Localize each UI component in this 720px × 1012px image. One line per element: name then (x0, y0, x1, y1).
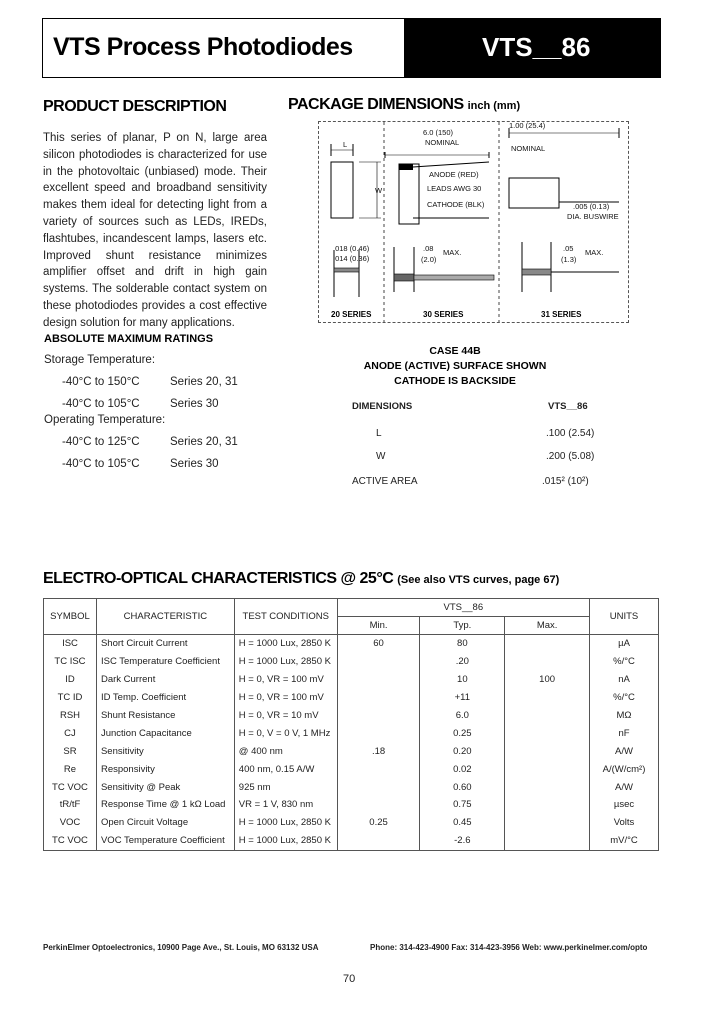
storage-range: -40°C to 150°C (62, 376, 140, 388)
s20-thickness-max: .018 (0.46) (333, 244, 370, 253)
cell-symbol: TC VOC (44, 832, 97, 850)
series-20-label: 20 SERIES (331, 310, 372, 319)
document-title: VTS Process Photodiodes (53, 33, 353, 61)
cell-test: H = 0, V = 0 V, 1 MHz (234, 724, 337, 742)
col-max: Max. (505, 617, 590, 635)
cell-max (505, 707, 590, 725)
dimension-value: .015² (10²) (542, 476, 589, 487)
cell-characteristic: ISC Temperature Coefficient (96, 653, 234, 671)
cell-test: @ 400 nm (234, 742, 337, 760)
package-heading-unit: inch (mm) (467, 100, 521, 112)
col-test-conditions: TEST CONDITIONS (234, 599, 337, 635)
cell-min (337, 689, 420, 707)
table-row (44, 724, 659, 742)
cell-typ: -2.6 (420, 832, 505, 850)
table-row (44, 778, 659, 796)
eo-heading-text: ELECTRO-OPTICAL CHARACTERISTICS @ 25°C (43, 570, 394, 587)
table-row (44, 760, 659, 778)
cell-min (337, 671, 420, 689)
s31-max-thickness-mm: (1.3) (561, 255, 577, 264)
cell-characteristic: Open Circuit Voltage (96, 814, 234, 832)
col-units: UNITS (590, 599, 659, 635)
cell-test: H = 1000 Lux, 2850 K (234, 635, 337, 653)
cell-min: 60 (337, 635, 420, 653)
case-description (340, 344, 570, 389)
cell-test: VR = 1 V, 830 nm (234, 796, 337, 814)
cell-units: A/(W/cm²) (590, 760, 659, 778)
s30-max-thickness-mm: (2.0) (421, 255, 437, 264)
cell-symbol: Re (44, 760, 97, 778)
leads-label: LEADS AWG 30 (427, 184, 482, 193)
series-31-label: 31 SERIES (541, 310, 582, 319)
cell-min (337, 653, 420, 671)
cell-test: H = 1000 Lux, 2850 K (234, 814, 337, 832)
package-drawing (318, 121, 629, 323)
col-characteristic: CHARACTERISTIC (96, 599, 234, 635)
operating-range: -40°C to 105°C (62, 458, 140, 470)
cell-min (337, 778, 420, 796)
s31-lead-length: 1.00 (25.4) (509, 121, 546, 130)
cathode-label: CATHODE (BLK) (427, 200, 485, 209)
table-row (44, 832, 659, 850)
s20-thickness-min: .014 (0.36) (333, 254, 370, 263)
cell-units: nF (590, 724, 659, 742)
cell-max (505, 653, 590, 671)
product-code: VTS__86 (482, 32, 591, 62)
cell-symbol: TC ISC (44, 653, 97, 671)
cell-characteristic: Responsivity (96, 760, 234, 778)
cell-typ: 0.45 (420, 814, 505, 832)
operating-series: Series 20, 31 (170, 436, 238, 448)
cell-min: 0.25 (337, 814, 420, 832)
cell-symbol: ISC (44, 635, 97, 653)
package-heading-text: PACKAGE DIMENSIONS (288, 96, 464, 113)
storage-temp-label: Storage Temperature: (44, 354, 156, 366)
cell-units: µsec (590, 796, 659, 814)
cell-units: A/W (590, 778, 659, 796)
s30-max-word: MAX. (443, 248, 462, 257)
cell-characteristic: Sensitivity @ Peak (96, 778, 234, 796)
dim-label-w: W (375, 186, 383, 195)
cell-max (505, 742, 590, 760)
operating-range: -40°C to 125°C (62, 436, 140, 448)
s31-wire-size: .005 (0.13) (573, 202, 610, 211)
cell-min (337, 724, 420, 742)
cell-typ: .20 (420, 653, 505, 671)
cell-min (337, 760, 420, 778)
cell-units: A/W (590, 742, 659, 760)
cell-symbol: CJ (44, 724, 97, 742)
product-description-text: This series of planar, P on N, large area silicon photodiodes is characterized for use in the photovoltaic (unbiased) mode. Their excellent speed and broadband sensitivity makes them ideal for detecting light from a variety of sources such as LEDs, IREDs, flashtubes, incandescent lamps, lasers etc. Improved shunt resistance minimizes amplifier offset and drift in high gain systems. The solderable contact system on these photodiodes provides a cost effective design solution for many applications. (43, 132, 267, 329)
col-group: VTS__86 (337, 599, 589, 617)
dimension-name: ACTIVE AREA (352, 476, 418, 487)
table-row (44, 742, 659, 760)
package-outline-drawing (319, 122, 628, 322)
table-row (44, 689, 659, 707)
eo-heading (43, 570, 559, 588)
cell-typ: 80 (420, 635, 505, 653)
cell-symbol: ID (44, 671, 97, 689)
table-row (44, 635, 659, 653)
table-row (44, 671, 659, 689)
cell-max (505, 724, 590, 742)
cell-typ: 0.60 (420, 778, 505, 796)
col-typ: Typ. (420, 617, 505, 635)
cell-symbol: tR/tF (44, 796, 97, 814)
cell-units: nA (590, 671, 659, 689)
cell-typ: 0.20 (420, 742, 505, 760)
cell-min: .18 (337, 742, 420, 760)
case-surface-note: ANODE (ACTIVE) SURFACE SHOWN (363, 360, 547, 372)
s31-wire-type: DIA. BUSWIRE (567, 212, 619, 221)
dim-label-l: L (343, 140, 348, 149)
cell-test: H = 1000 Lux, 2850 K (234, 832, 337, 850)
cell-units: %/°C (590, 689, 659, 707)
cell-typ: 0.02 (420, 760, 505, 778)
cell-symbol: SR (44, 742, 97, 760)
cell-units: MΩ (590, 707, 659, 725)
cell-characteristic: Short Circuit Current (96, 635, 234, 653)
cell-max (505, 635, 590, 653)
dimension-name: W (376, 451, 386, 462)
dimension-value: .100 (2.54) (546, 428, 595, 439)
case-number: CASE 44B (429, 345, 481, 357)
s30-nominal: NOMINAL (425, 138, 460, 147)
eo-heading-note: (See also VTS curves, page 67) (397, 574, 560, 586)
series-30-label: 30 SERIES (423, 310, 464, 319)
product-code-box (404, 19, 660, 77)
col-min: Min. (337, 617, 420, 635)
cell-max (505, 832, 590, 850)
cell-min (337, 832, 420, 850)
col-symbol: SYMBOL (44, 599, 97, 635)
cell-symbol: RSH (44, 707, 97, 725)
operating-series: Series 30 (170, 458, 219, 470)
dimensions-part-header: VTS__86 (548, 401, 588, 412)
table-row (44, 707, 659, 725)
cell-typ: +11 (420, 689, 505, 707)
case-backside-note: CATHODE IS BACKSIDE (394, 375, 516, 387)
s31-max-word: MAX. (585, 248, 604, 257)
cell-max (505, 796, 590, 814)
cell-test: H = 0, VR = 100 mV (234, 689, 337, 707)
cell-units: µA (590, 635, 659, 653)
s30-lead-length: 6.0 (150) (423, 128, 454, 137)
footer-address: PerkinElmer Optoelectronics, 10900 Page Ave., St. Louis, MO 63132 USA (43, 943, 319, 952)
cell-characteristic: Sensitivity (96, 742, 234, 760)
cell-test: H = 1000 Lux, 2850 K (234, 653, 337, 671)
cell-typ: 0.75 (420, 796, 505, 814)
table-row (44, 796, 659, 814)
operating-temp-label: Operating Temperature: (44, 414, 166, 426)
page-number: 70 (343, 973, 356, 985)
cell-units: mV/°C (590, 832, 659, 850)
cell-symbol: VOC (44, 814, 97, 832)
cell-test: 925 nm (234, 778, 337, 796)
cell-min (337, 707, 420, 725)
dimensions-header: DIMENSIONS (352, 401, 413, 412)
cell-characteristic: Shunt Resistance (96, 707, 234, 725)
package-dimensions-heading (288, 96, 520, 114)
cell-typ: 0.25 (420, 724, 505, 742)
s30-max-thickness: .08 (423, 244, 434, 253)
cell-characteristic: Junction Capacitance (96, 724, 234, 742)
cell-test: H = 0, VR = 10 mV (234, 707, 337, 725)
electro-optical-table (43, 598, 659, 851)
cell-max (505, 689, 590, 707)
cell-test: H = 0, VR = 100 mV (234, 671, 337, 689)
cell-min (337, 796, 420, 814)
cell-characteristic: ID Temp. Coefficient (96, 689, 234, 707)
cell-units: Volts (590, 814, 659, 832)
cell-symbol: TC ID (44, 689, 97, 707)
product-description-heading: PRODUCT DESCRIPTION (43, 98, 227, 115)
cell-typ: 6.0 (420, 707, 505, 725)
anode-label: ANODE (RED) (429, 170, 479, 179)
cell-characteristic: VOC Temperature Coefficient (96, 832, 234, 850)
cell-max (505, 814, 590, 832)
dimension-name: L (376, 428, 382, 439)
cell-units: %/°C (590, 653, 659, 671)
cell-characteristic: Dark Current (96, 671, 234, 689)
cell-test: 400 nm, 0.15 A/W (234, 760, 337, 778)
cell-typ: 10 (420, 671, 505, 689)
cell-characteristic: Response Time @ 1 kΩ Load (96, 796, 234, 814)
dimension-value: .200 (5.08) (546, 451, 595, 462)
storage-series: Series 30 (170, 398, 219, 410)
s31-nominal: NOMINAL (511, 144, 546, 153)
cell-symbol: TC VOC (44, 778, 97, 796)
footer-contact: Phone: 314-423-4900 Fax: 314-423-3956 Web: www.perkinelmer.com/opto (370, 943, 648, 952)
header-banner (42, 18, 661, 78)
cell-max: 100 (505, 671, 590, 689)
ratings-heading: ABSOLUTE MAXIMUM RATINGS (44, 333, 214, 345)
storage-series: Series 20, 31 (170, 376, 238, 388)
s31-max-thickness: .05 (563, 244, 574, 253)
cell-max (505, 760, 590, 778)
table-row (44, 814, 659, 832)
cell-max (505, 778, 590, 796)
storage-range: -40°C to 105°C (62, 398, 140, 410)
table-row (44, 653, 659, 671)
